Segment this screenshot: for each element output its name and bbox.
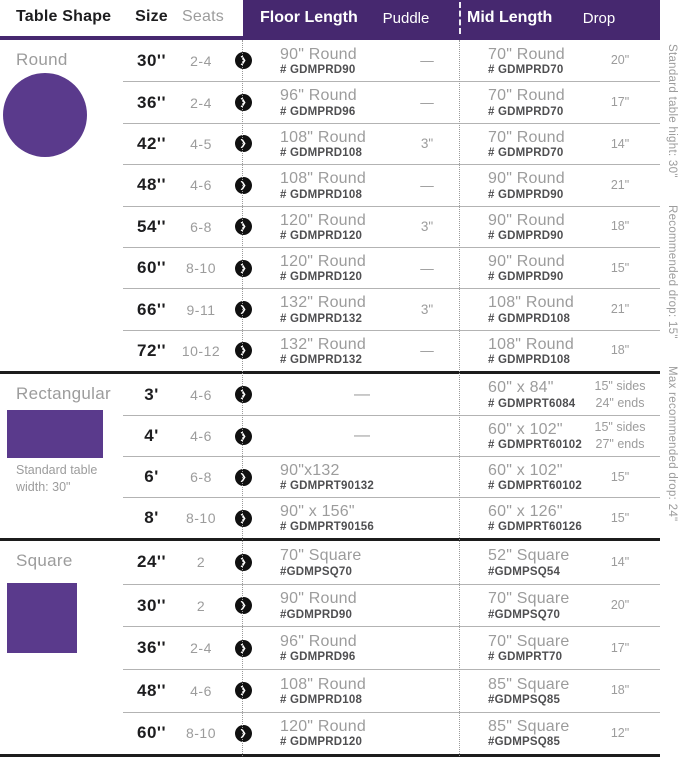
floor-length-cell: [264, 503, 394, 533]
mid-length-sku: # GDMPRT70: [488, 651, 563, 664]
mid-drop-cells: [460, 378, 660, 412]
floor-length-cell: [264, 129, 394, 159]
floor-puddle-cells: [264, 585, 460, 627]
mid-length-sku: # GDMPRT60126: [488, 521, 582, 534]
bottom-border: [0, 754, 660, 757]
arrow-cell: [222, 386, 264, 403]
mid-drop-cells: [460, 253, 660, 283]
mid-length-value: 60" x 102": [488, 461, 563, 479]
table-header: [0, 0, 660, 36]
mid-drop-cells: [460, 336, 660, 366]
floor-length-cell: [264, 46, 394, 76]
floor-length-cell: [264, 87, 394, 117]
table-row: [123, 456, 660, 497]
next-arrow-icon: ❯: [235, 682, 252, 699]
table-row: [123, 40, 660, 81]
floor-length-sku: # GDMPRD132: [280, 354, 363, 367]
drop-value: 20": [610, 53, 630, 68]
size-cell: 36'': [137, 638, 166, 658]
square-shape-icon: [7, 583, 77, 653]
drop-value: 18": [610, 343, 630, 358]
floor-length-value: 108" Round: [280, 170, 366, 188]
mid-length-cell: [460, 253, 580, 283]
mid-length-cell: [460, 633, 580, 663]
arrow-cell: [222, 640, 264, 657]
puddle-cell: 3": [420, 219, 434, 235]
mid-length-value: 90" Round: [488, 170, 565, 188]
mid-length-sku: # GDMPRD70: [488, 63, 564, 76]
drop-value: 15": [610, 510, 630, 525]
mid-drop-cells: [460, 676, 660, 706]
column-header-drop: Drop: [582, 9, 616, 27]
drop-value-line2: 27" ends: [595, 437, 645, 452]
column-header-floor-length: Floor Length: [260, 9, 358, 26]
arrow-cell: [222, 52, 264, 69]
arrow-cell: [222, 554, 264, 571]
mid-length-cell: [460, 718, 580, 748]
column-header-seats: Seats: [182, 8, 224, 25]
floor-puddle-cells: [264, 457, 460, 497]
mid-length-cell: [460, 421, 580, 451]
mid-drop-cells: [460, 462, 660, 492]
floor-length-value: 90" Round: [280, 590, 357, 608]
table-row: [123, 712, 660, 755]
floor-length-value: 70" Square: [280, 547, 362, 565]
size-cell: 30'': [137, 50, 166, 70]
seats-cell: 2-4: [190, 94, 212, 111]
seats-cell: 8-10: [185, 260, 217, 277]
next-arrow-icon: ❯: [235, 177, 252, 194]
seats-cell: 4-6: [190, 386, 212, 403]
size-cell: 66'': [137, 299, 166, 319]
floor-length-cell: [264, 462, 394, 492]
floor-length-value: 96" Round: [280, 632, 357, 650]
mid-length-cell: [460, 129, 580, 159]
next-arrow-icon: ❯: [235, 554, 252, 571]
drop-value: 18": [610, 219, 630, 234]
floor-length-value: 108" Round: [280, 128, 366, 146]
no-floor-length-dash: —: [354, 385, 370, 403]
size-cell: 72'': [137, 340, 166, 360]
floor-length-value: 90" Round: [280, 45, 357, 63]
floor-length-cell: [264, 253, 394, 283]
mid-drop-cells: [460, 590, 660, 620]
arrow-cell: [222, 177, 264, 194]
section-rectangular: [0, 374, 660, 538]
arrow-cell: [222, 301, 264, 318]
seats-cell: 4-6: [190, 177, 212, 194]
rectangular-note-line2: width: 30": [16, 480, 71, 494]
drop-value: 15": [610, 469, 630, 484]
floor-length-value: 90"x132: [280, 461, 340, 479]
floor-length-sku: # GDMPRD108: [280, 693, 363, 706]
square-rows: [123, 541, 660, 754]
seats-cell: 8-10: [185, 725, 217, 742]
table-row: [123, 541, 660, 584]
arrow-cell: [222, 469, 264, 486]
arrow-cell: [222, 510, 264, 527]
drop-cell: [580, 94, 660, 111]
mid-length-sku: #GDMPSQ54: [488, 565, 561, 578]
mid-drop-cells: [460, 547, 660, 577]
drop-value: 14": [610, 554, 630, 569]
mid-length-cell: [460, 46, 580, 76]
size-cell: 60'': [137, 723, 166, 743]
seats-cell: 2: [196, 554, 206, 571]
mid-length-value: 60" x 102": [488, 420, 563, 438]
header-floor-puddle-group: [243, 0, 439, 36]
drop-value: 18": [610, 683, 630, 698]
note-recommended-drop: Recommended drop: 15": [666, 205, 678, 339]
seats-cell: 4-6: [190, 682, 212, 699]
puddle-cell: —: [420, 260, 434, 276]
drop-value: 14": [610, 136, 630, 151]
section-label-round: Round: [16, 50, 68, 69]
mid-length-value: 85" Square: [488, 718, 570, 736]
arrow-cell: [222, 682, 264, 699]
mid-drop-cells: [460, 718, 660, 748]
puddle-cell: 3": [420, 136, 434, 152]
puddle-cell: —: [420, 53, 434, 69]
mid-drop-cells: [460, 419, 660, 453]
arrow-cell: [222, 94, 264, 111]
floor-length-value: 120" Round: [280, 252, 366, 270]
floor-puddle-cells: [264, 670, 460, 712]
mid-drop-cells: [460, 294, 660, 324]
dotted-column-divider-right: [459, 40, 460, 756]
drop-cell: [580, 177, 660, 194]
floor-length-cell: [264, 212, 394, 242]
mid-length-cell: [460, 676, 580, 706]
size-cell: 8': [144, 508, 159, 528]
floor-length-sku: # GDMPRD96: [280, 105, 356, 118]
floor-length-sku: # GDMPRD120: [280, 736, 363, 749]
arrow-cell: [222, 342, 264, 359]
mid-length-value: 90" Round: [488, 252, 565, 270]
puddle-cell: —: [420, 343, 434, 359]
mid-length-sku: # GDMPRT6084: [488, 397, 576, 410]
mid-length-value: 52" Square: [488, 547, 570, 565]
floor-length-sku: # GDMPRD120: [280, 271, 363, 284]
column-header-puddle: Puddle: [382, 9, 430, 27]
round-shape-icon: [3, 73, 87, 157]
puddle-cell: 3": [420, 302, 434, 318]
drop-value: 21": [610, 177, 630, 192]
no-floor-length-dash: —: [354, 427, 370, 445]
rectangular-note-line1: Standard table: [16, 463, 98, 478]
table-header-purple-band: [243, 0, 660, 36]
mid-length-sku: # GDMPRD70: [488, 147, 564, 160]
drop-cell: [580, 510, 660, 527]
floor-length-cell: [264, 547, 394, 577]
floor-length-cell: [264, 294, 394, 324]
mid-length-value: 108" Round: [488, 294, 574, 312]
seats-cell: 6-8: [190, 218, 212, 235]
table-row: [123, 497, 660, 538]
next-arrow-icon: ❯: [235, 218, 252, 235]
mid-length-sku: # GDMPRD70: [488, 105, 564, 118]
table-row: [123, 669, 660, 712]
section-square: [0, 541, 660, 754]
table-header-left: [0, 0, 243, 36]
floor-length-value: 108" Round: [280, 675, 366, 693]
mid-length-value: 70" Round: [488, 45, 565, 63]
mid-length-value: 60" x 126": [488, 502, 563, 520]
mid-length-sku: # GDMPRD90: [488, 188, 564, 201]
drop-value: 21": [610, 302, 630, 317]
floor-length-value: 132" Round: [280, 335, 366, 353]
mid-length-cell: [460, 212, 580, 242]
note-max-recommended-drop: Max recommended drop: 24": [666, 366, 678, 522]
table-row: [123, 288, 660, 329]
size-cell: 54'': [137, 216, 166, 236]
floor-length-sku: # GDMPRD132: [280, 312, 363, 325]
floor-length-cell: [264, 590, 394, 620]
table-row: [123, 415, 660, 456]
seats-cell: 10-12: [181, 342, 221, 359]
arrow-cell: [222, 218, 264, 235]
mid-length-value: 60" x 84": [488, 379, 554, 397]
mid-drop-cells: [460, 129, 660, 159]
seats-cell: 2: [196, 597, 206, 614]
table-row: [123, 626, 660, 669]
mid-drop-cells: [460, 87, 660, 117]
floor-length-cell: [264, 676, 394, 706]
mid-drop-cells: [460, 212, 660, 242]
floor-length-sku: # GDMPRT90132: [280, 480, 374, 493]
floor-length-sku: # GDMPRT90156: [280, 521, 374, 534]
floor-puddle-cells: [264, 498, 460, 538]
mid-length-value: 70" Square: [488, 590, 570, 608]
next-arrow-icon: ❯: [235, 640, 252, 657]
mid-length-cell: [460, 590, 580, 620]
floor-puddle-cells: [264, 40, 460, 81]
section-round: [0, 40, 660, 371]
floor-puddle-cells: [264, 627, 460, 669]
size-cell: 3': [144, 384, 159, 404]
mid-length-cell: [460, 336, 580, 366]
mid-length-cell: [460, 462, 580, 492]
size-cell: 36'': [137, 92, 166, 112]
floor-length-value: 96" Round: [280, 87, 357, 105]
mid-length-sku: # GDMPRD108: [488, 312, 571, 325]
floor-length-sku: # GDMPRD108: [280, 188, 363, 201]
floor-length-cell: [264, 718, 394, 748]
side-notes: [659, 44, 678, 546]
floor-length-cell: [264, 170, 394, 200]
mid-length-sku: # GDMPRD90: [488, 271, 564, 284]
table-row: [123, 164, 660, 205]
next-arrow-icon: ❯: [235, 597, 252, 614]
round-rows: [123, 40, 660, 371]
drop-cell: [580, 419, 660, 453]
next-arrow-icon: ❯: [235, 725, 252, 742]
arrow-cell: [222, 135, 264, 152]
table-row: [123, 584, 660, 627]
mid-length-cell: [460, 170, 580, 200]
drop-value: 12": [610, 725, 630, 740]
drop-cell: [580, 597, 660, 614]
mid-length-sku: # GDMPRT60102: [488, 439, 582, 452]
arrow-cell: [222, 260, 264, 277]
floor-puddle-cells: [264, 289, 460, 329]
puddle-cell: —: [420, 95, 434, 111]
mid-drop-cells: [460, 633, 660, 663]
mid-length-sku: # GDMPRD108: [488, 354, 571, 367]
table-row: [123, 247, 660, 288]
floor-puddle-cells: [264, 165, 460, 205]
column-header-mid-length: Mid Length: [467, 9, 553, 26]
floor-length-sku: #GDMPSQ70: [280, 565, 353, 578]
drop-value: 15": [610, 260, 630, 275]
mid-drop-cells: [460, 46, 660, 76]
floor-length-sku: # GDMPRD96: [280, 651, 356, 664]
floor-puddle-cells: [264, 207, 460, 247]
floor-length-cell: [264, 336, 394, 366]
next-arrow-icon: ❯: [235, 386, 252, 403]
drop-cell: [580, 725, 660, 742]
mid-length-cell: [460, 87, 580, 117]
drop-value-line2: 24" ends: [595, 395, 645, 410]
floor-puddle-cells: [264, 374, 460, 415]
drop-cell: [580, 342, 660, 359]
arrow-cell: [222, 725, 264, 742]
floor-puddle-cells: [264, 124, 460, 164]
rectangular-rows: [123, 374, 660, 538]
next-arrow-icon: ❯: [235, 301, 252, 318]
size-cell: 24'': [137, 552, 166, 572]
drop-cell: [580, 136, 660, 153]
seats-cell: 6-8: [190, 469, 212, 486]
section-label-rectangular: Rectangular: [16, 384, 111, 404]
next-arrow-icon: ❯: [235, 428, 252, 445]
seats-cell: 4-6: [190, 428, 212, 445]
mid-length-value: 70" Round: [488, 128, 565, 146]
mid-length-sku: # GDMPRT60102: [488, 480, 582, 493]
floor-puddle-cells: [264, 331, 460, 371]
next-arrow-icon: ❯: [235, 52, 252, 69]
drop-cell: [580, 378, 660, 412]
next-arrow-icon: ❯: [235, 342, 252, 359]
puddle-cell: —: [420, 177, 434, 193]
header-mid-drop-group: [439, 0, 639, 36]
drop-cell: [580, 301, 660, 318]
floor-length-value: 120" Round: [280, 211, 366, 229]
mid-length-sku: #GDMPSQ85: [488, 736, 561, 749]
table-row: [123, 330, 660, 371]
drop-cell: [580, 260, 660, 277]
seats-cell: 8-10: [185, 510, 217, 527]
floor-puddle-cells: [264, 416, 460, 456]
mid-length-value: 108" Round: [488, 335, 574, 353]
rectangle-shape-icon: [7, 410, 103, 458]
arrow-cell: [222, 428, 264, 445]
dotted-column-divider-left: [242, 40, 243, 756]
size-cell: 48'': [137, 680, 166, 700]
mid-length-value: 85" Square: [488, 675, 570, 693]
note-standard-table-height: Standard table hight: 30": [666, 44, 678, 178]
floor-puddle-cells: [264, 541, 460, 584]
seats-cell: 2-4: [190, 640, 212, 657]
column-header-table-shape: Table Shape: [16, 8, 112, 25]
arrow-cell: [222, 597, 264, 614]
drop-cell: [580, 52, 660, 69]
floor-length-sku: # GDMPRD108: [280, 147, 363, 160]
table-row: [123, 81, 660, 122]
next-arrow-icon: ❯: [235, 469, 252, 486]
column-header-size: Size: [135, 8, 168, 25]
drop-cell: [580, 682, 660, 699]
mid-length-value: 90" Round: [488, 211, 565, 229]
mid-length-cell: [460, 547, 580, 577]
table-row: [123, 374, 660, 415]
next-arrow-icon: ❯: [235, 135, 252, 152]
mid-length-sku: #GDMPSQ70: [488, 608, 561, 621]
floor-puddle-cells: [264, 248, 460, 288]
mid-length-cell: [460, 379, 580, 409]
drop-value: 15" sides: [594, 420, 646, 435]
rectangular-note: [16, 462, 97, 496]
seats-cell: 9-11: [186, 301, 216, 318]
seats-cell: 4-5: [190, 135, 212, 152]
floor-length-sku: #GDMPRD90: [280, 608, 353, 621]
mid-length-sku: #GDMPSQ85: [488, 693, 561, 706]
floor-length-value: 132" Round: [280, 294, 366, 312]
size-cell: 48'': [137, 175, 166, 195]
table-row: [123, 206, 660, 247]
floor-length-value: 90" x 156": [280, 502, 355, 520]
drop-cell: [580, 218, 660, 235]
floor-puddle-cells: [264, 82, 460, 122]
size-cell: 4': [144, 426, 159, 446]
mid-length-cell: [460, 503, 580, 533]
next-arrow-icon: ❯: [235, 94, 252, 111]
mid-length-cell: [460, 294, 580, 324]
floor-length-sku: # GDMPRD90: [280, 63, 356, 76]
mid-length-sku: # GDMPRD90: [488, 229, 564, 242]
drop-value: 17": [610, 640, 630, 655]
mid-length-value: 70" Square: [488, 632, 570, 650]
drop-value: 17": [610, 95, 630, 110]
floor-puddle-cells: [264, 713, 460, 755]
size-cell: 42'': [137, 133, 166, 153]
mid-drop-cells: [460, 503, 660, 533]
table-row: [123, 123, 660, 164]
size-cell: 6': [144, 467, 159, 487]
drop-cell: [580, 554, 660, 571]
mid-length-value: 70" Round: [488, 87, 565, 105]
floor-length-cell: [264, 633, 394, 663]
size-cell: 60'': [137, 258, 166, 278]
drop-cell: [580, 469, 660, 486]
next-arrow-icon: ❯: [235, 510, 252, 527]
drop-value: 20": [610, 598, 630, 613]
next-arrow-icon: ❯: [235, 260, 252, 277]
seats-cell: 2-4: [190, 52, 212, 69]
floor-length-value: 120" Round: [280, 718, 366, 736]
size-cell: 30'': [137, 595, 166, 615]
floor-length-sku: # GDMPRD120: [280, 229, 363, 242]
mid-drop-cells: [460, 170, 660, 200]
header-dashed-divider: [459, 2, 461, 34]
drop-value: 15" sides: [594, 378, 646, 393]
drop-cell: [580, 640, 660, 657]
section-label-square: Square: [16, 551, 73, 571]
